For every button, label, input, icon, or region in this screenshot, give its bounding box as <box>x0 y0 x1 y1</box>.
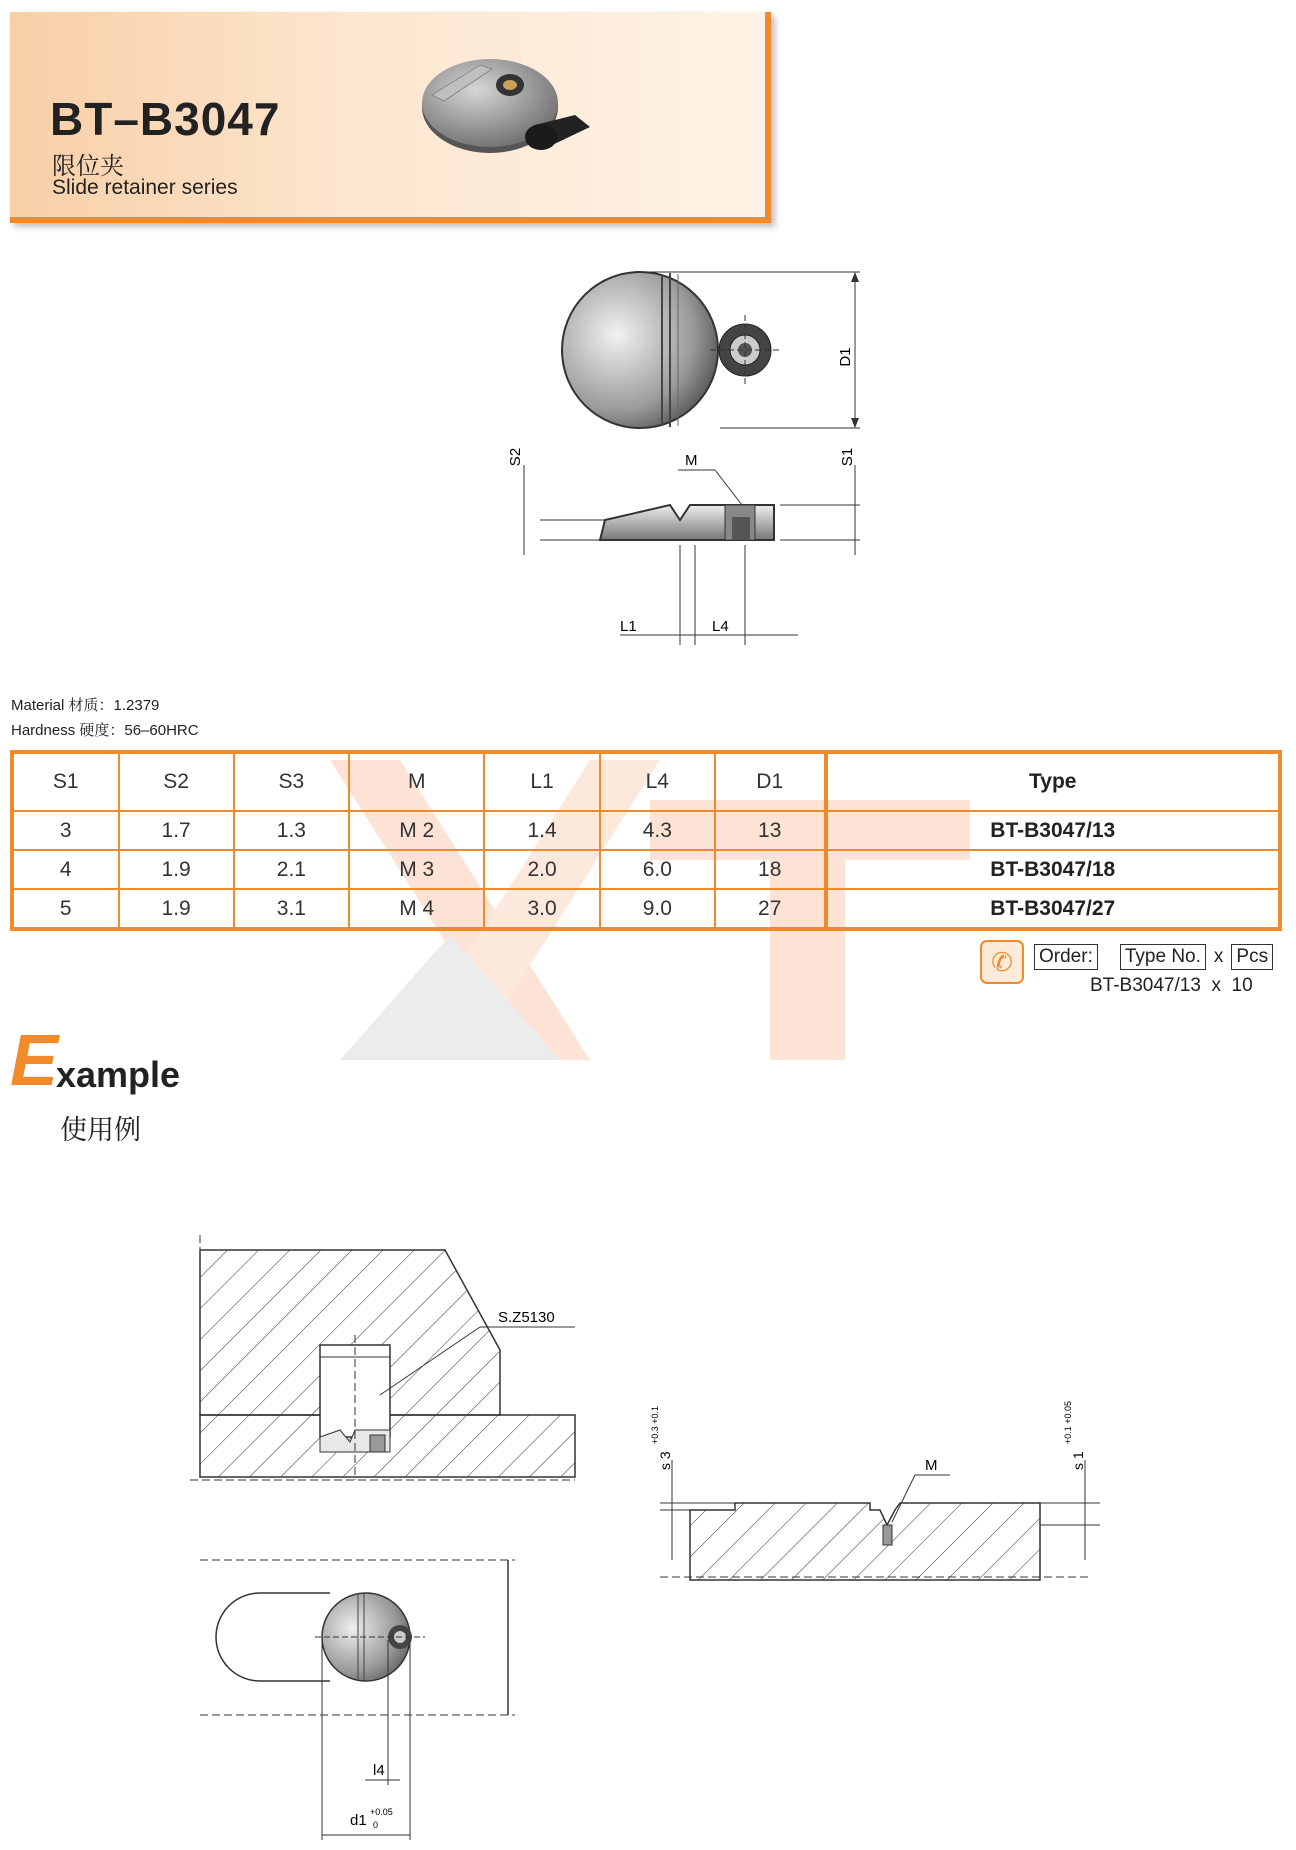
cell: 4.3 <box>600 811 715 850</box>
example-heading: xample <box>56 1054 181 1095</box>
cell: 1.3 <box>234 811 349 850</box>
cell: M 2 <box>349 811 484 850</box>
order-type-no: Type No. <box>1120 944 1206 970</box>
label-d1: D1 <box>837 347 854 367</box>
table-row <box>12 811 1280 850</box>
cell: 1.4 <box>484 811 599 850</box>
label-d1-example: d1 <box>350 1812 367 1829</box>
product-subtitle-en: Slide retainer series <box>52 176 238 199</box>
table-row <box>12 889 1280 929</box>
col-type: Type <box>826 752 1280 811</box>
order-x: x <box>1213 946 1224 967</box>
material-spec: Material 材质：1.2379 <box>11 697 160 714</box>
label-l4-example: l4 <box>373 1762 385 1779</box>
cell: 4 <box>12 850 119 889</box>
col-m: M <box>349 752 484 811</box>
cell: 13 <box>715 811 826 850</box>
label-s3-tol: +0.3 +0.1 <box>650 1405 660 1444</box>
col-s3: S3 <box>234 752 349 811</box>
table-row <box>12 850 1280 889</box>
example-side-drawing <box>630 1400 1110 1580</box>
phone-icon: ✆ <box>980 940 1024 984</box>
order-pcs: Pcs <box>1231 944 1273 970</box>
col-l4: L4 <box>600 752 715 811</box>
cell: M 3 <box>349 850 484 889</box>
label-m: M <box>685 452 698 469</box>
cell: 9.0 <box>600 889 715 929</box>
label-l1: L1 <box>620 618 637 635</box>
cell: 3.0 <box>484 889 599 929</box>
label-s3-example: s 3 <box>657 1451 673 1470</box>
example-top-drawing <box>190 1555 530 1850</box>
col-s1: S1 <box>12 752 119 811</box>
product-title: BT–B3047 <box>50 93 281 145</box>
cell: 2.1 <box>234 850 349 889</box>
ref-sz5130: S.Z5130 <box>498 1309 555 1326</box>
label-s1-example: s 1 <box>1070 1451 1086 1470</box>
example-section-drawing <box>180 1235 580 1495</box>
cell: 1.9 <box>119 850 234 889</box>
label-d1-tol-bot: 0 <box>373 1820 379 1830</box>
cell: M 4 <box>349 889 484 929</box>
cell: 3.1 <box>234 889 349 929</box>
label-d1-tol-top: +0.05 <box>370 1807 393 1817</box>
order-label: Order: <box>1034 944 1098 970</box>
cell: 3 <box>12 811 119 850</box>
label-l4: L4 <box>712 618 729 635</box>
technical-drawing <box>480 265 880 655</box>
example-heading-cn: 使用例 <box>60 1115 141 1145</box>
order-example: BT-B3047/13 x 10 <box>1090 975 1253 996</box>
hardness-spec: Hardness 硬度：56–60HRC <box>11 722 199 739</box>
example-letter: E <box>10 1021 59 1101</box>
cell: 18 <box>715 850 826 889</box>
cell: 1.9 <box>119 889 234 929</box>
type-cell: BT-B3047/27 <box>826 889 1280 929</box>
label-m-example: M <box>925 1457 938 1474</box>
table-header-row <box>12 752 1280 811</box>
cell: 1.7 <box>119 811 234 850</box>
cell: 6.0 <box>600 850 715 889</box>
order-format <box>1034 944 1273 970</box>
cell: 2.0 <box>484 850 599 889</box>
label-s1-tol: +0.1 +0.05 <box>1063 1400 1073 1444</box>
cell: 27 <box>715 889 826 929</box>
product-photo <box>420 55 610 175</box>
spec-table <box>10 750 1282 931</box>
cell: 5 <box>12 889 119 929</box>
product-subtitle-cn: 限位夹 <box>52 153 124 180</box>
label-s1: S1 <box>839 447 856 467</box>
type-cell: BT-B3047/18 <box>826 850 1280 889</box>
type-cell: BT-B3047/13 <box>826 811 1280 850</box>
col-s2: S2 <box>119 752 234 811</box>
label-s2: S2 <box>507 447 524 467</box>
col-d1: D1 <box>715 752 826 811</box>
col-l1: L1 <box>484 752 599 811</box>
